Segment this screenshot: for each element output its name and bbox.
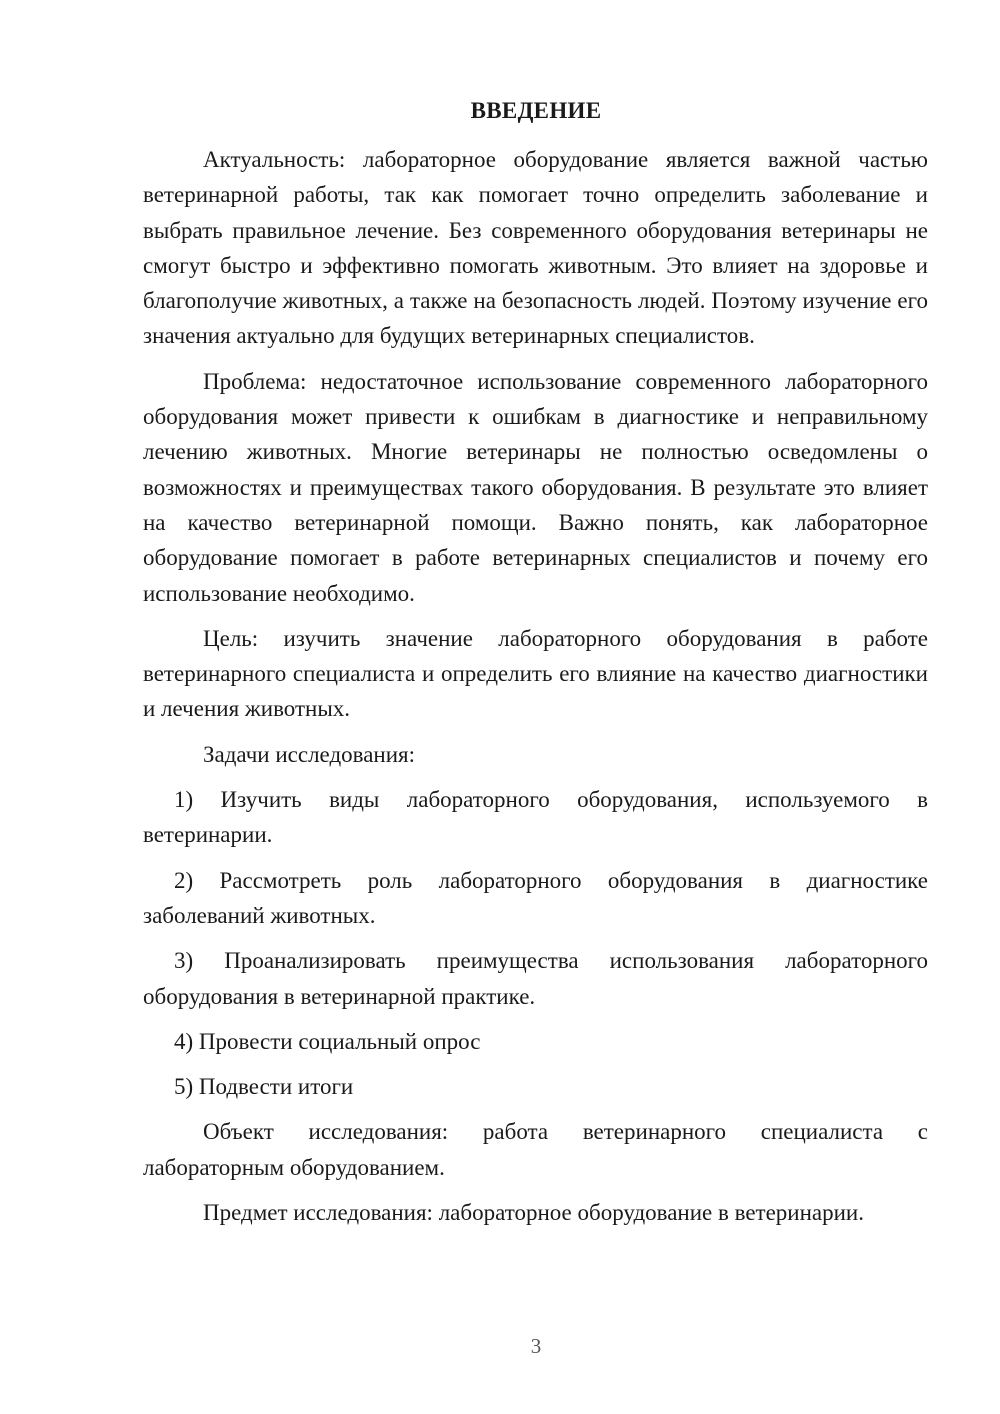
task-item-4: 4) Провести социальный опрос xyxy=(174,1028,481,1054)
problem-paragraph: Проблема: недостаточное использование современного лабораторного оборудования может привести к ошибкам в диагностике и неправильному лечению животных. Многие ветеринары не полностью осведомлены о возможностях и преимуществах такого оборудования. В результате это влияет на качество ветеринарной помощи. Важно понять, как лабораторное оборудование помогает в работе ветеринарных специалистов и почему его использование необходимо. xyxy=(143,368,928,606)
page-number: 3 xyxy=(530,1334,542,1358)
task-item-1: 1) Изучить виды лабораторного оборудования, используемого в ветеринарии. xyxy=(143,787,928,848)
subject-paragraph: Предмет исследования: лабораторное оборудование в ветеринарии. xyxy=(203,1200,864,1226)
object-paragraph: Объект исследования: работа ветеринарного специалиста с лабораторным оборудованием. xyxy=(143,1119,928,1180)
tasks-heading: Задачи исследования: xyxy=(203,741,416,767)
task-item-5: 5) Подвести итоги xyxy=(174,1074,354,1100)
task-item-3: 3) Проанализировать преимущества использования лабораторного оборудования в ветеринарной практике. xyxy=(143,948,928,1009)
page-title: ВВЕДЕНИЕ xyxy=(470,98,602,123)
document-body xyxy=(143,142,928,1240)
task-item-2: 2) Рассмотреть роль лабораторного оборудования в диагностике заболеваний животных. xyxy=(143,867,928,928)
goal-paragraph: Цель: изучить значение лабораторного оборудования в работе ветеринарного специалиста и определить его влияние на качество диагностики и лечения животных. xyxy=(143,625,928,722)
relevance-paragraph: Актуальность: лабораторное оборудование является важной частью ветеринарной работы, так как помогает точно определить заболевание и выбрать правильное лечение. Без современного оборудования ветеринары не смогут быстро и эффективно помогать животным. Это влияет на здоровье и благополучие животных, а также на безопасность людей. Поэтому изучение его значения актуально для будущих ветеринарных специалистов. xyxy=(143,147,928,349)
